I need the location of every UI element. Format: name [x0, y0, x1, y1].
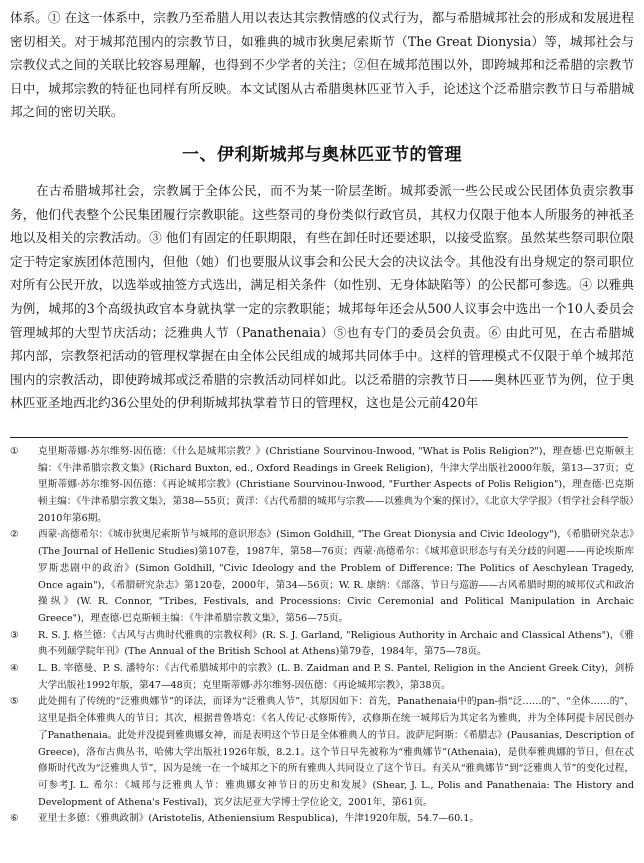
footnote — [10, 661, 634, 694]
footnote-text: 克里斯蒂娜·苏尔维努-因伍德：《什么是城邦宗教？》(Christiane Sourvinou-Inwood, "What is Polis Religion?")，理查德·巴克斯顿主编：《牛津希腊宗教文集》(Richard Buxton, ed., Oxford Readings in Greek Religion)，牛津大学出版社2000年版，第13—37页；克里斯蒂娜·苏尔维努-因伍德：《再论城邦宗教》(Christiane Sourvinou-Inwood, "Further Aspects of Polis Religion")，理查德·巴克斯顿主编：《牛津希腊宗教文集》，第38—55页；黄洋：《古代希腊的城邦与宗教——以雅典为个案的探讨》，《北京大学学报》（哲学社会科学版）2010年第6期。 — [38, 445, 634, 524]
footnote-text: 亚里士多德：《雅典政制》(Aristotelis, Atheniensium Respublica)，牛津1920年版，54.7—60.1。 — [38, 813, 479, 825]
footnote-number: ② — [10, 529, 19, 541]
footnote-text: 此处拥有了传统的“泛雅典娜节”的译法，而译为“泛雅典人节”，其原因如下：首先，Panathenaia中的pan-指“泛……的”、“全体……的”，这里是指全体雅典人的节日；其次，根据普鲁塔克：《名人传记·忒修斯传》，忒修斯在统一城邦后为其定名为雅典，并为全体阿提卡居民创办了Panathenaia。此处并没提到雅典娜女神，而是表明这个节日是全体雅典人的节日。波萨尼阿斯：《希腊志》(Pausanias, Description of Greece)，洛布古典丛书，哈佛大学出版社1926年版，8.2.1。这个节日早先被称为“雅典娜节”(Athenaia)，是供奉雅典娜的节日，但在忒修斯时代改为“泛雅典人节”，因为是统一在一个城邦之下的所有雅典人共同设立了这个节日。有关从“雅典娜节”到“泛雅典人节”的变化过程，可参考J. L. 希尔：《城邦与泛雅典人节：雅典娜女神节日的历史和发展》(Shear, J. L., Polis and Panathenaia: The History and Development of Athena's Festival)，宾夕法尼亚大学博士学位论文，2001年，第61页。 — [38, 696, 634, 808]
footnote — [10, 444, 634, 528]
footnote-divider — [10, 437, 628, 438]
footnote-text: 西蒙·高德希尔：《城市狄奥尼索斯节与城邦的意识形态》(Simon Goldhill, "The Great Dionysia and Civic Ideology")，《希腊研究杂志》(The Journal of Hellenic Studies)第107卷，1987年，第58—76页；西蒙·高德希尔：《城邦意识形态与有关分歧的问题——再论埃斯库罗斯悲剧中的政治》(Simon Goldhill, "Civic Ideology and the Problem of Difference: The Politics of Aeschylean Tragedy, Once again")，《希腊研究杂志》第120卷，2000年，第34—56页；W. R. 康纳：《部落、节日与巡游——古风希腊时期的城邦仪式和政治操纵》(W. R. Connor, "Tribes, Festivals, and Processions: Civic Ceremonial and Political Manipulation in Archaic Greece")，理查德·巴克斯顿主编：《牛津希腊宗教文集》，第56—75页。 — [38, 529, 634, 624]
footnote — [10, 628, 634, 661]
section-heading: 一、伊利斯城邦与奥林匹亚节的管理 — [182, 144, 462, 165]
footnote — [10, 694, 634, 811]
footnote-number: ⑤ — [10, 696, 19, 708]
footnote-number: ① — [10, 445, 19, 457]
footnote-text: L. B. 宰德曼、P. S. 潘特尔：《古代希腊城邦中的宗教》(L. B. Zaidman and P. S. Pantel, Religion in the Ancient Greek City)，剑桥大学出版社1992年版，第47—48页；克里斯蒂娜·苏尔维努-因伍德：《再论城邦宗教》，第38页。 — [38, 663, 634, 691]
main-paragraph: 在古希腊城邦社会，宗教属于全体公民，而不为某一阶层垄断。城邦委派一些公民或公民团体负责宗教事务，他们代表整个公民集团履行宗教职能。这些祭司的身份类似行政官员，其权力仅限于他本人所服务的神祇圣地以及相关的宗教活动。③ 他们有固定的任职期限，有些在卸任时还要述职，以接受监察。虽然某些祭司职位限定于特定家族团体范围内，但他（她）们也要服从议事会和公民大会的决议法令。其他没有出身规定的祭司职位对所有公民开放，以选举或抽签方式选出，满足相关条件（如性别、无身体缺陷等）的公民都可参选。④ 以雅典为例，城邦的3个高级执政官本身就执掌一定的宗教职能；城邦每年还会从500人议事会中选出一个10人委员会管理城邦的大型节庆活动；泛雅典人节（Panathenaia）⑤也有专门的委员会负责。⑥ 由此可见，在古希腊城邦内部，宗教祭祀活动的管理权掌握在由全体公民组成的城邦共同体手中。这样的管理模式不仅限于单个城邦范围内的宗教活动，即使跨城邦或泛希腊的宗教活动同样如此。以泛希腊的宗教节日——奥林匹亚节为例，位于奥林匹亚圣地西北约36公里处的伊利斯城邦执掌着节日的管理权，这也是公元前420年 — [10, 182, 634, 411]
intro-paragraph: 体系。① 在这一体系中，宗教乃至希腊人用以表达其宗教情感的仪式行为，都与希腊城邦社会的形成和发展进程密切相关。对于城邦范围内的宗教节日，如雅典的城市狄奥尼索斯节（The Great Dionysia）等，城邦社会与宗教仪式之间的关联比较容易理解，也得到不少学者的关注；②但在城邦范围以外，即跨城邦和泛希腊的宗教节日中，城邦宗教的特征也同样有所反映。本文试图从古希腊奥林匹亚节入手，论述这个泛希腊宗教节日与希腊城邦之间的密切关联。 — [10, 10, 634, 120]
footnote — [10, 811, 634, 828]
footnote — [10, 527, 634, 627]
footnote-list — [10, 444, 634, 828]
footnote-text: R. S. J. 格兰德：《古风与古典时代雅典的宗教权利》(R. S. J. Garland, "Religious Authority in Archaic and Classical Athens")，《雅典不列颠学院年刊》(The Annual of the British School at Athens)第79卷，1984年，第75—78页。 — [38, 629, 634, 658]
footnote-number: ③ — [10, 629, 19, 641]
footnote-number: ④ — [10, 663, 19, 675]
footnote-number: ⑥ — [10, 813, 19, 825]
